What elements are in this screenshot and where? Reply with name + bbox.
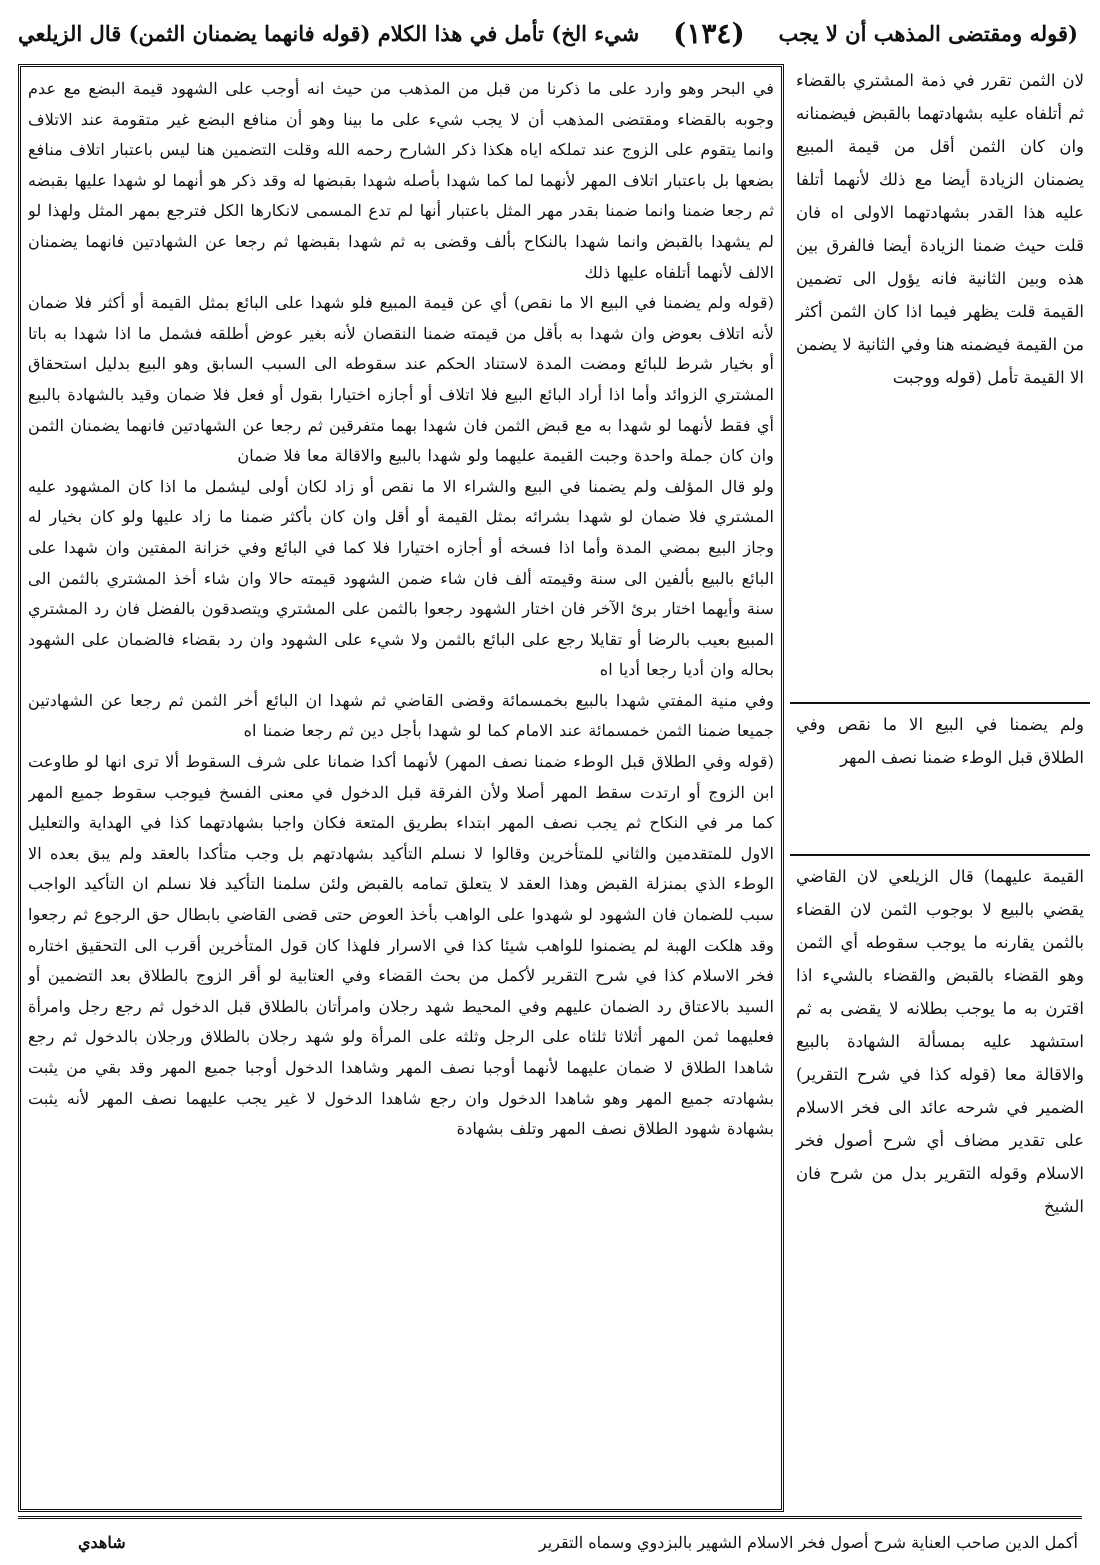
header-right-text: (قوله ومقتضى المذهب أن لا يجب bbox=[778, 20, 1078, 46]
margin-matn-text: ولم يضمنا في البيع الا ما نقص وفي الطلاق قبل الوطء ضمنا نصف المهر bbox=[796, 715, 1084, 767]
main-paragraph: (قوله ولم يضمنا في البيع الا ما نقص) أي عن قيمة المبيع فلو شهدا على البائع بمثل القيمة أو أكثر فلا ضمان لأنه اتلاف بعوض وان شهدا به بأقل من قيمته ضمنا النقصان لأنه بغير عوض أطلقه فشمل ما اذا شهدا به باتا أو بخيار شرط للبائع ومضت المدة لاستناد الحكم عند سقوطه الى السبب السابق وهو البيع بدليل استحقاق المشتري الزوائد وأما اذا أراد البائع البيع فلا اتلاف أو أجازه اختيارا بقول أو فعل فلا ضمان وقيد بالشهادة بالبيع أي فقط لأنهما لو شهدا به مع قبض الثمن فان شهدا بهما متفرقين ثم رجعا عن الشهادتين فانهما يضمنان الثمن وان كان جملة واحدة وجبت القيمة عليهما ولو شهدا بالبيع والاقالة معا فلا ضمان bbox=[28, 293, 774, 466]
page-number: (١٣٤) bbox=[673, 16, 745, 50]
main-paragraph: في البحر وهو وارد على ما ذكرنا من قبل من المذهب من حيث انه أوجب على الشهود قيمة البضع مع عدم وجوبه بالقضاء ومقتضى المذهب أن لا يجب شيء على ما بينا وهو أن منافع البضع غير متقومة عند الاتلاف وانما يتقوم على الزوج عند تملكه اياه هكذا ذكر الشارح رحمه الله وقلت التضمين هنا ليس باعتبار اتلاف منافع بضعها بل باعتبار اتلاف المهر لأنهما لما كما شهدا بأصله شهدا بقبضها له وقد ذكر هو أنهما لو شهدا عليها بقبضه ثم رجعا ضمنا وانما ضمنا بقدر مهر المثل باعتبار أنها لم تدع المسمى لانكارها الكل فترجع بمهر المثل ولهذا لو لم يشهدا بالقبض وانما شهدا بالنكاح بألف وقضى به ثم شهدا بقبضها ثم رجعا عن الشهادتين فانهما يضمنان الالف لأنهما أتلفاه عليها ذلك bbox=[28, 79, 774, 282]
main-paragraph: (قوله وفي الطلاق قبل الوطء ضمنا نصف المهر) لأنهما أكدا ضمانا على شرف السقوط ألا ترى انها لو طاوعت ابن الزوج أو ارتدت سقط المهر أصلا ولأن الفرقة قبل الدخول في معنى الفسخ فيوجب سقوط جميع المهر كما مر في النكاح ثم يجب نصف المهر ابتداء بطريق المتعة فكان واجبا بشهادتهما كذا في الهداية والتعليل الاول للمتقدمين والثاني للمتأخرين وقالوا لا نسلم التأكيد بشهادتهم بل وجب متأكدا بالعقد ولم يبق بعده الا الوطء الذي بمنزلة القبض وهذا العقد لا يتعلق تمامه بالقبض ولئن سلمنا التأكيد فلا نسلم ان التأكيد الواجب سبب للضمان فان الشهود لو شهدوا على الواهب بأخذ العوض حتى قضى القاضي بابطال حق الرجوع ثم رجعوا وقد هلكت الهبة لم يضمنوا للواهب شيئا كذا في الاسرار فلهذا كان قول المتأخرين أقرب الى التحقيق اختاره فخر الاسلام كذا في شرح التقرير لأكمل من بحث القضاء وفي العتابية لو أقر الزوج بالطلاق بعد التضمين أو السيد بالاعتاق رد الضمان عليهم وفي المحيط شهد رجلان وامرأتان بالطلاق قبل الدخول ثم رجع رجل وامرأة فعليهما ثمن المهر أثلاثا ثلثاه على الرجل وثلثه على المرأة ولو شهد رجلان بالطلاق ورجلان بالدخول ثم رجع شاهدا الطلاق لا ضمان عليهما لأنهما أوجبا نصف المهر وشاهدا الدخول أوجبا جميع المهر وقد بقي من يثبت بشهادته جميع المهر وهو شاهدا الدخول وان رجع شاهدا الدخول لا غير يجب عليهما نصف المهر لأنه يثبت بشهادة شهود الطلاق نصف المهر وتلف بشهادة bbox=[28, 752, 774, 1139]
margin-text: لان الثمن تقرر في ذمة المشتري بالقضاء ثم أتلفاه عليه بشهادتهما بالقبض فيضمنانه وان كان الثمن أقل من قيمة المبيع يضمنان الزيادة أيضا مع ذلك لأنهما أتلفا عليه هذا القدر بشهادتهما الاولى اه فان قلت حيث ضمنا الزيادة أيضا فالفرق بين هذه وبين الثانية فانه يؤول الى تضمين القيمة قلت يظهر فيما اذا كان الثمن أكثر من القيمة فيضمنه هنا وفي الثانية لا يضمن الا القيمة تأمل (قوله ووجبت bbox=[796, 71, 1084, 387]
catchword: شاهدي bbox=[78, 1532, 126, 1552]
margin-divider bbox=[790, 702, 1090, 704]
footer bbox=[18, 1526, 1078, 1558]
footer-text: أكمل الدين صاحب العناية شرح أصول فخر الاسلام الشهير بالبزدوي وسماه التقرير bbox=[538, 1532, 1078, 1552]
main-text-body bbox=[28, 74, 774, 1502]
main-paragraph: ولو قال المؤلف ولم يضمنا في البيع والشراء الا ما نقص أو زاد لكان أولى ليشمل ما اذا كان المشهود عليه المشتري فلا ضمان لو شهدا بشرائه بمثل القيمة أو أقل وان كان بأكثر ضمنا ما زاد عليها ولو كان بخيار له وجاز البيع بمضي المدة وأما اذا فسخه أو أجازه اختيارا فلا كما في البائع وفي خزانة المفتين وان شهدا على البائع بالبيع بألفين الى سنة وقيمته ألف فان شاء ضمن الشهود قيمته حالا وان شاء أخذ المشتري بالثمن الى سنة وأيهما اختار برئ الآخر فان اختار الشهود رجعوا بالثمن على المشتري ويتصدقون بالفضل فان رد المشتري المبيع بعيب بالرضا أو تقايلا رجع على البائع بالثمن ولا شيء على الشهود وان رد بقضاء فالضمان على الشهود بحاله وان أديا رجعا أديا اه bbox=[28, 476, 774, 680]
header-center-text: شيء الخ) تأمل في هذا الكلام (قوله فانهما يضمنان الثمن) قال الزيلعي bbox=[18, 20, 640, 46]
margin-commentary bbox=[790, 64, 1090, 1534]
margin-text: القيمة عليهما) قال الزيلعي لان القاضي يقضي بالبيع لا بوجوب الثمن لان القضاء بالثمن يقارنه ما يوجب سقوطه أي الثمن وهو القضاء بالقبض والقضاء بالشيء اذا اقترن به ما يوجب بطلانه لا يقضى به ثم استشهد عليه بمسألة الشهادة بالبيع والاقالة معا (قوله كذا في شرح التقرير) الضمير في شرحه عائد الى فخر الاسلام على تقدير مضاف أي شرح أصول فخر الاسلام وقوله التقرير بدل من شرح فان الشيخ bbox=[796, 867, 1084, 1216]
margin-block-commentary-bottom bbox=[790, 860, 1090, 1522]
bottom-rule bbox=[18, 1516, 1082, 1519]
margin-block-matn bbox=[790, 708, 1090, 848]
margin-divider bbox=[790, 854, 1090, 856]
running-header bbox=[18, 6, 1078, 60]
main-paragraph: وفي منية المفتي شهدا بالبيع بخمسمائة وقضى القاضي ثم شهدا ان البائع أخر الثمن ثم رجعا عن الشهادتين جميعا ضمنا الثمن خمسمائة عند الامام كما لو شهدا بأجل دين ثم رجعا ضمنا اه bbox=[28, 690, 774, 741]
margin-block-commentary-top bbox=[790, 64, 1090, 696]
